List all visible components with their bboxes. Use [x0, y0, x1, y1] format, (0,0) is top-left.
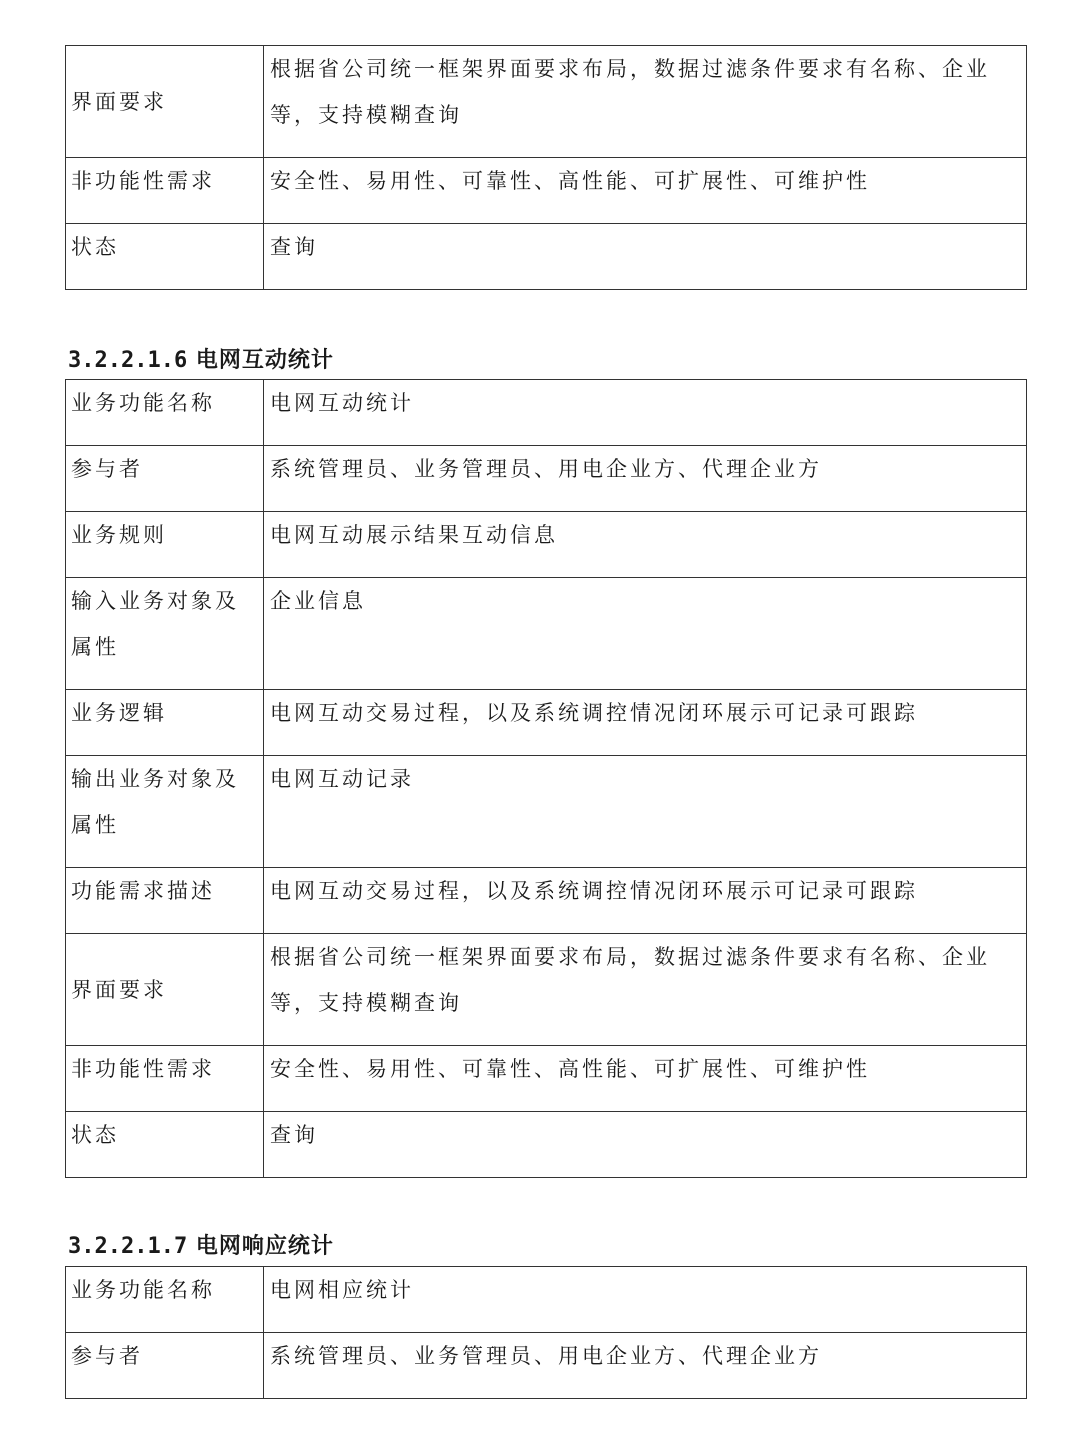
row-label: 业务逻辑 [66, 690, 264, 756]
row-label: 业务功能名称 [66, 380, 264, 446]
section-number: 3.2.2.1.7 [68, 1234, 188, 1259]
table-row [66, 446, 1027, 512]
table-row [66, 578, 1027, 690]
section-title: 电网互动统计 [195, 347, 334, 373]
table-row [66, 158, 1027, 224]
row-label: 界面要求 [66, 934, 264, 1046]
row-label: 参与者 [66, 1333, 264, 1399]
table-row [66, 1112, 1027, 1178]
table-row [66, 1046, 1027, 1112]
section-title: 电网响应统计 [195, 1233, 334, 1259]
row-label: 业务规则 [66, 512, 264, 578]
table-row [66, 512, 1027, 578]
row-value: 企业信息 [264, 578, 1027, 690]
row-label: 状态 [66, 1112, 264, 1178]
row-value: 根据省公司统一框架界面要求布局，数据过滤条件要求有名称、企业等，支持模糊查询 [264, 46, 1027, 158]
row-value: 电网互动交易过程，以及系统调控情况闭环展示可记录可跟踪 [264, 868, 1027, 934]
row-label: 输入业务对象及属性 [66, 578, 264, 690]
row-value: 查询 [264, 1112, 1027, 1178]
row-label: 非功能性需求 [66, 158, 264, 224]
row-value: 查询 [264, 224, 1027, 290]
row-label: 功能需求描述 [66, 868, 264, 934]
row-value: 安全性、易用性、可靠性、高性能、可扩展性、可维护性 [264, 158, 1027, 224]
table-row [66, 46, 1027, 158]
table-row [66, 380, 1027, 446]
section-number: 3.2.2.1.6 [68, 348, 188, 373]
section-heading [68, 345, 334, 376]
table-row [66, 690, 1027, 756]
row-value: 电网互动统计 [264, 380, 1027, 446]
row-value: 系统管理员、业务管理员、用电企业方、代理企业方 [264, 446, 1027, 512]
row-value: 根据省公司统一框架界面要求布局，数据过滤条件要求有名称、企业等，支持模糊查询 [264, 934, 1027, 1046]
requirements-table-continued [65, 45, 1027, 290]
row-label: 非功能性需求 [66, 1046, 264, 1112]
row-value: 电网互动记录 [264, 756, 1027, 868]
row-value: 电网互动交易过程，以及系统调控情况闭环展示可记录可跟踪 [264, 690, 1027, 756]
table-row [66, 756, 1027, 868]
table-row [66, 1267, 1027, 1333]
row-label: 业务功能名称 [66, 1267, 264, 1333]
table-row [66, 934, 1027, 1046]
requirements-table [65, 1266, 1027, 1399]
row-value: 系统管理员、业务管理员、用电企业方、代理企业方 [264, 1333, 1027, 1399]
row-value: 电网互动展示结果互动信息 [264, 512, 1027, 578]
table-row [66, 868, 1027, 934]
table-row [66, 1333, 1027, 1399]
row-label: 输出业务对象及属性 [66, 756, 264, 868]
row-value: 电网相应统计 [264, 1267, 1027, 1333]
table-row [66, 224, 1027, 290]
section-heading [68, 1231, 334, 1262]
row-label: 参与者 [66, 446, 264, 512]
row-label: 状态 [66, 224, 264, 290]
requirements-table [65, 379, 1027, 1178]
row-label: 界面要求 [66, 46, 264, 158]
row-value: 安全性、易用性、可靠性、高性能、可扩展性、可维护性 [264, 1046, 1027, 1112]
